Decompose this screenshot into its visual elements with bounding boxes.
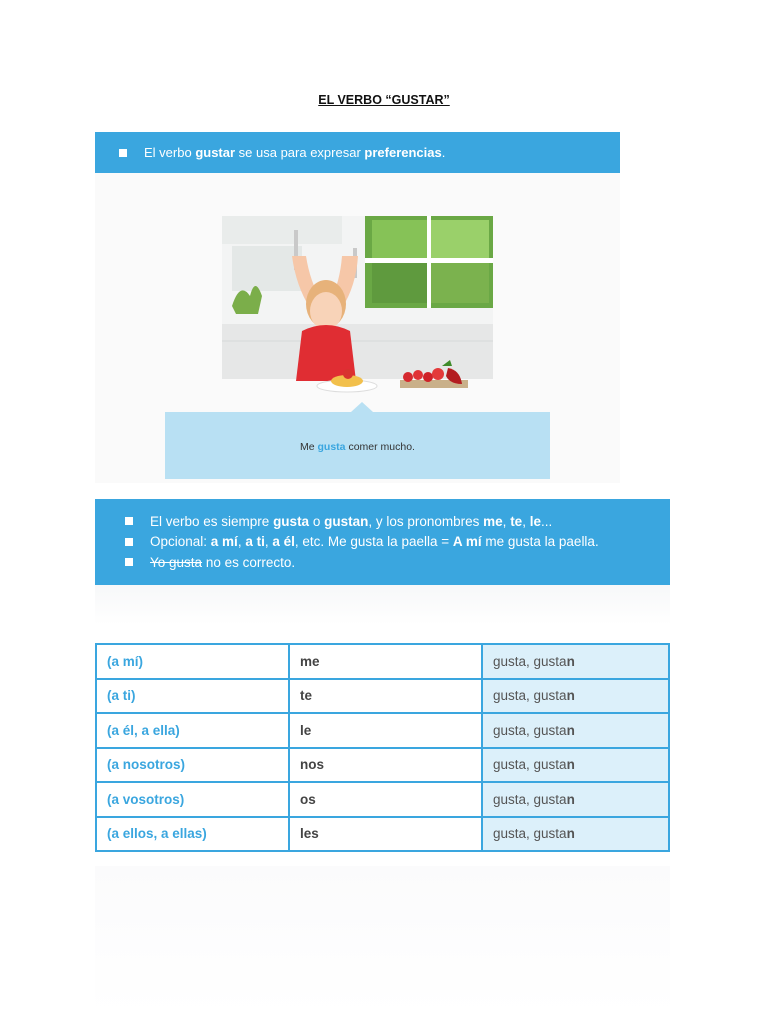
table-row [96, 782, 669, 817]
verb-cell: gusta, gustan [482, 713, 669, 748]
table-row [96, 644, 669, 679]
rule-item: Yo gusta no es correcto. [125, 552, 670, 573]
example-callout [165, 412, 550, 479]
section-shadow [95, 585, 670, 625]
bottom-shadow [95, 866, 670, 1016]
pronoun-cell: me [289, 644, 482, 679]
verb-cell: gusta, gustan [482, 644, 669, 679]
definition-bar [95, 132, 620, 173]
conjugation-table [95, 643, 670, 852]
verb-cell: gusta, gustan [482, 748, 669, 783]
child-eating-illustration-icon [222, 216, 493, 398]
definition-text: El verbo gustar se usa para expresar preferencias. [144, 145, 446, 160]
verb-cell: gusta, gustan [482, 817, 669, 852]
pronoun-cell: os [289, 782, 482, 817]
verb-cell: gusta, gustan [482, 782, 669, 817]
pronoun-cell: le [289, 713, 482, 748]
verb-cell: gusta, gustan [482, 679, 669, 714]
bullet-square-icon [119, 149, 127, 157]
pronoun-cell: nos [289, 748, 482, 783]
table-row [96, 748, 669, 783]
subject-cell: (a él, a ella) [96, 713, 289, 748]
rules-bar [95, 499, 670, 585]
rule-item: Opcional: a mí, a ti, a él, etc. Me gusta la paella = A mí me gusta la paella. [125, 532, 670, 553]
page-title: EL VERBO “GUSTAR” [318, 93, 450, 107]
pronoun-cell: te [289, 679, 482, 714]
child-eating-photo [222, 216, 493, 398]
bullet-square-icon [125, 538, 133, 546]
subject-cell: (a mí) [96, 644, 289, 679]
subject-cell: (a ti) [96, 679, 289, 714]
bullet-square-icon [125, 517, 133, 525]
subject-cell: (a vosotros) [96, 782, 289, 817]
table-row [96, 679, 669, 714]
pronoun-cell: les [289, 817, 482, 852]
subject-cell: (a nosotros) [96, 748, 289, 783]
table-row [96, 817, 669, 852]
example-sentence: Me gusta comer mucho. [300, 440, 415, 453]
subject-cell: (a ellos, a ellas) [96, 817, 289, 852]
bullet-square-icon [125, 558, 133, 566]
table-row [96, 713, 669, 748]
rule-item: El verbo es siempre gusta o gustan, y los pronombres me, te, le... [125, 511, 670, 532]
